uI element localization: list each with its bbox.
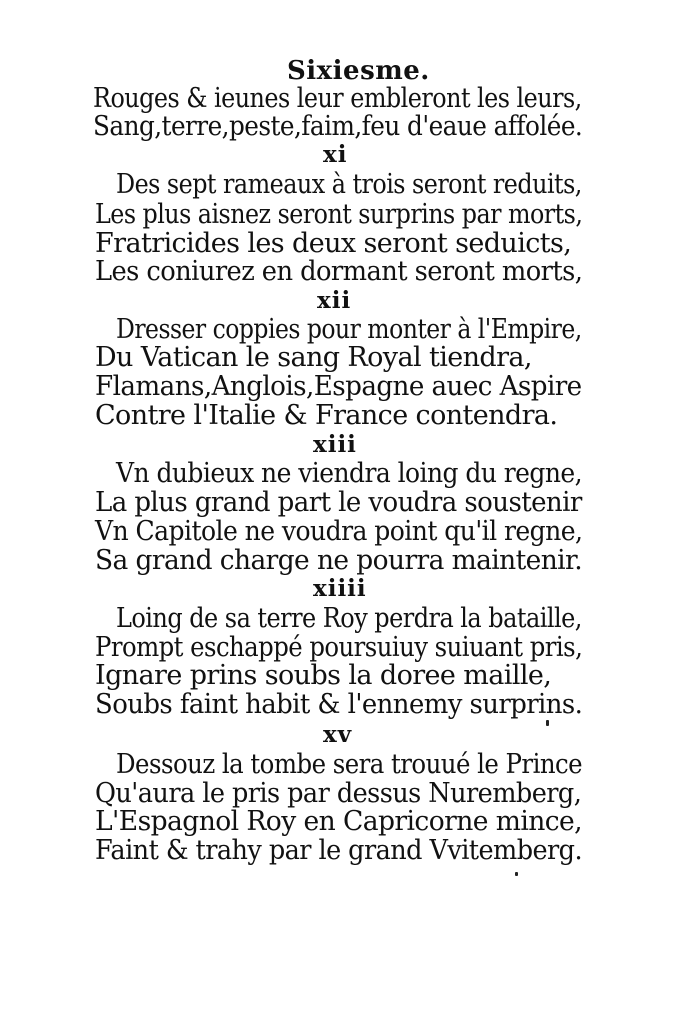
verse-line: Ignare prins soubs la doree maille, [95, 660, 552, 691]
verse-line: La plus grand part le voudra soustenir [95, 487, 582, 518]
verse-line: Des sept rameaux à trois seront reduits, [116, 169, 582, 200]
verse-line: Loing de sa terre Roy perdra la bataille, [116, 603, 582, 634]
ink-speck [546, 720, 549, 726]
verse-line: Dessouz la tombe sera trouué le Prince [116, 749, 583, 780]
verse-line: Du Vatican le sang Royal tiendra, [95, 342, 532, 373]
verse-line: Les coniurez en dormant seront morts, [95, 256, 583, 287]
verse-line: Faint & trahy par le grand Vvitemberg. [95, 835, 583, 866]
verse-line: Prompt eschappé poursuiuy suiuant pris, [95, 632, 583, 663]
verse-line: Vn dubieux ne viendra loing du regne, [116, 458, 583, 489]
verse-line: Sa grand charge ne pourra maintenir. [95, 545, 583, 576]
quatrain-numeral: xiii [313, 431, 357, 458]
intro-line-2: Sang,terre,peste,faim,feu d'eaue affolée. [93, 111, 583, 142]
verse-line: Qu'aura le pris par dessus Nuremberg, [95, 778, 582, 809]
ink-speck [515, 872, 518, 876]
verse-line: L'Espagnol Roy en Capricorne mince, [95, 806, 583, 837]
verse-line: Vn Capitole ne voudra point qu'il regne, [95, 516, 583, 547]
quatrain-numeral: xiiii [313, 575, 367, 602]
quatrain-numeral: xii [317, 287, 352, 314]
verse-line: Les plus aisnez seront surprins par morts, [95, 199, 583, 230]
verse-line: Fratricides les deux seront seduicts, [95, 228, 572, 259]
verse-line: Flamans,Anglois,Espagne auec Aspire [95, 371, 582, 402]
verse-line: Dresser coppies pour monter à l'Empire, [116, 314, 582, 345]
running-head: Sixiesme. [287, 56, 430, 86]
intro-line-1: Rouges & ieunes leur embleront les leurs, [93, 83, 582, 114]
quatrain-numeral: xv [323, 721, 353, 748]
verse-line: Soubs faint habit & l'ennemy surprins. [95, 689, 583, 720]
quatrain-numeral: xi [323, 141, 348, 168]
verse-line: Contre l'Italie & France contendra. [95, 400, 558, 431]
